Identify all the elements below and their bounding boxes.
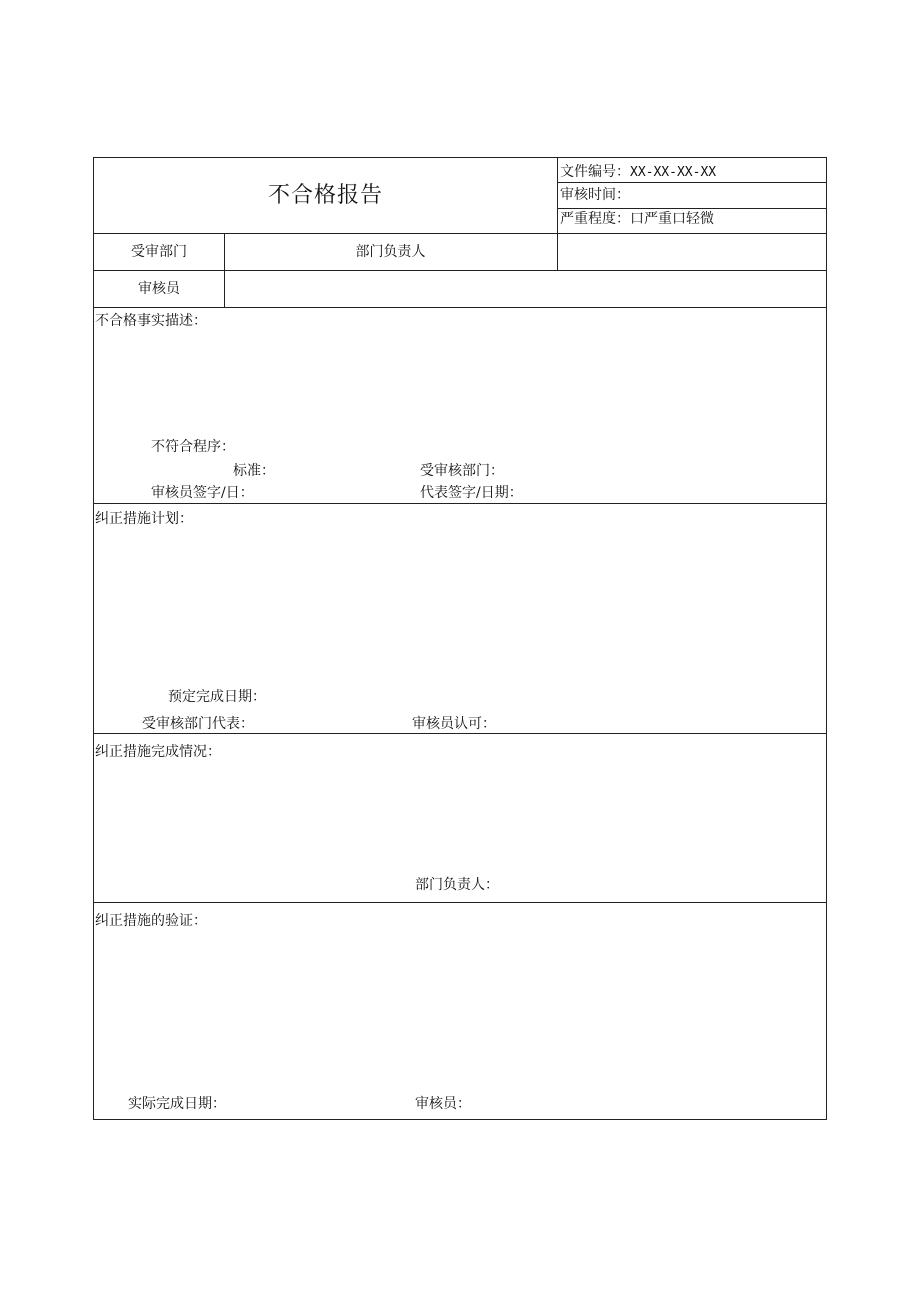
info-row-line bbox=[94, 270, 827, 271]
section-line-2 bbox=[94, 733, 827, 734]
nonconformity-section-label: 不合格事实描述： bbox=[95, 313, 207, 329]
procedure-label: 不符合程序： bbox=[151, 439, 235, 455]
verification-auditor-label: 审核员： bbox=[415, 1096, 471, 1112]
plan-section-label: 纠正措施计划： bbox=[95, 511, 193, 527]
auditor-sign-label: 审核员签字/日： bbox=[151, 485, 254, 501]
doc-no-value: XX-XX-XX-XX bbox=[630, 165, 717, 180]
audited-dept-sign-label: 受审核部门： bbox=[420, 463, 504, 479]
doc-no-label: 文件编号： bbox=[560, 164, 630, 180]
severity-option-severe[interactable]: 口严重 bbox=[630, 211, 672, 227]
info-bottom-line bbox=[94, 307, 827, 308]
completion-section-label: 纠正措施完成情况： bbox=[95, 744, 221, 760]
nonconformity-report-form bbox=[93, 157, 827, 1120]
audit-time-label: 审核时间： bbox=[560, 187, 630, 203]
auditor-label: 审核员 bbox=[138, 281, 180, 297]
header-row-line-1 bbox=[557, 182, 827, 183]
severity-option-minor[interactable]: 口轻微 bbox=[672, 211, 714, 227]
verification-section-label: 纠正措施的验证： bbox=[95, 913, 207, 929]
completion-dept-head-label: 部门负责人： bbox=[415, 877, 499, 893]
doc-no-field bbox=[560, 163, 716, 182]
due-date-label: 预定完成日期： bbox=[168, 689, 266, 705]
header-bottom-line bbox=[94, 233, 827, 234]
severity-field bbox=[560, 210, 714, 228]
header-divider bbox=[557, 158, 558, 270]
audited-dept-label: 受审部门 bbox=[131, 244, 187, 260]
header-row-line-2 bbox=[557, 208, 827, 209]
dept-head-label: 部门负责人 bbox=[355, 244, 426, 260]
standard-label: 标准： bbox=[233, 463, 275, 479]
page-title: 不合格报告 bbox=[267, 183, 383, 208]
auditor-approval-label: 审核员认可： bbox=[412, 716, 496, 732]
rep-sign-label: 代表签字/日期： bbox=[420, 485, 523, 501]
dept-rep-label: 受审核部门代表： bbox=[142, 716, 254, 732]
section-line-1 bbox=[94, 503, 827, 504]
actual-date-label: 实际完成日期： bbox=[128, 1096, 226, 1112]
section-line-3 bbox=[94, 902, 827, 903]
severity-label: 严重程度： bbox=[560, 211, 630, 227]
